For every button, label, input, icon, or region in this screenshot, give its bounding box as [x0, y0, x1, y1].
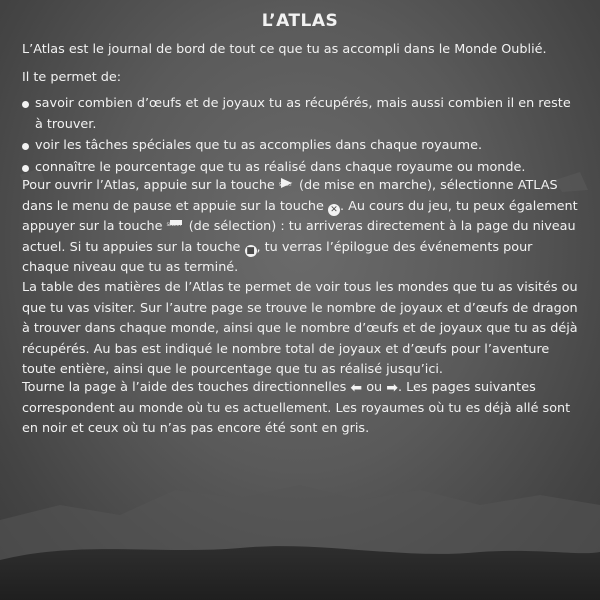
allows-paragraph: Il te permet de:	[22, 70, 122, 85]
text-segment: Pour ouvrir l’Atlas, appuie sur la touche	[22, 178, 275, 193]
square-button-icon: ■	[246, 245, 255, 256]
right-arrow-icon: ➡	[386, 380, 398, 396]
select-button-icon	[167, 219, 185, 233]
text-segment: ou	[366, 380, 383, 395]
text-segment: Tourne la page à l’aide des touches directionnelles	[22, 380, 347, 395]
text-segment: , tu verras l’épilogue des événements pour chaque niveau que tu as terminé.	[22, 239, 533, 275]
select-label: SELECT	[166, 221, 182, 227]
turn-page-paragraph	[22, 378, 582, 440]
list-item: savoir combien d’œufs et de joyaux tu as récupérés, mais aussi combien il en reste à trouver.	[22, 94, 582, 135]
text-segment: . Au cours du jeu, tu peux également appuyer sur la touche	[22, 198, 578, 234]
table-of-contents-paragraph: La table des matières de l’Atlas te permet de voir tous les mondes que tu as visités ou que tu vas visiter. Sur l’autre page se trouve le nombre de joyaux et d’œufs de dragon à trouver dans chaque monde, ainsi que le nombre d’œufs et de joyaux que tu as déjà récupérés. Au bas est indiqué le nombre total de joyaux et d’œufs pour l’aventure toute entière, ainsi que le pourcentage que tu as réalisé jusqu’ici.	[22, 280, 578, 377]
text-segment: (de sélection) : tu arriveras directement à la page du niveau actuel. Si tu appuies sur la touche	[22, 219, 576, 255]
list-item: connaître le pourcentage que tu as réalisé dans chaque royaume ou monde.	[22, 158, 582, 179]
page-title: L’ATLAS	[261, 11, 339, 31]
list-item: voir les tâches spéciales que tu as accomplies dans chaque royaume.	[22, 136, 582, 157]
feature-list	[22, 94, 582, 179]
intro-paragraph: L’Atlas est le journal de bord de tout ce que tu as accompli dans le Monde Oublié.	[22, 42, 547, 57]
text-segment: (de mise en marche), sélectionne ATLAS dans le menu de pause et appuie sur la touche	[22, 178, 558, 214]
start-label: START	[278, 181, 293, 187]
start-button-icon	[279, 178, 295, 192]
cross-button-icon: ✕	[328, 204, 340, 216]
left-arrow-icon: ⬅	[350, 380, 363, 396]
text-segment: . Les pages suivantes correspondent au monde où tu es actuellement. Les royaumes où tu es déjà allé sont en noir et ceux où tu n’as pas encore été sont en gris.	[22, 380, 571, 436]
open-atlas-paragraph	[22, 176, 582, 279]
